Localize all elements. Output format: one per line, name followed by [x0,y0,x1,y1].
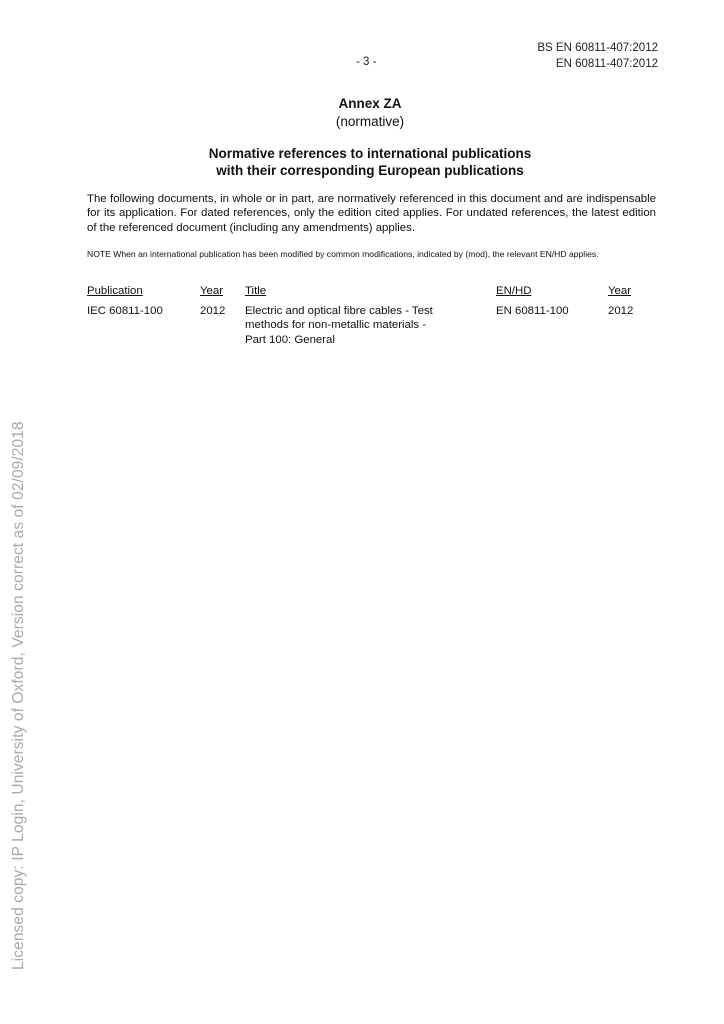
cell-title-line-1: Electric and optical fibre cables - Test [245,305,433,317]
cell-year: 2012 [200,305,226,317]
en-standard-number: EN 60811-407:2012 [555,58,658,70]
licensed-copy-watermark: Licensed copy: IP Login, University of Oxford, Version correct as of 02/09/2018 [10,421,27,970]
section-heading [0,145,724,179]
cell-title-line-3: Part 100: General [245,333,335,346]
page-number: - 3 - [356,56,377,68]
cell-title [245,304,475,347]
column-header-year: Year [200,285,224,297]
intro-paragraph: The following documents, in whole or in part, are normatively referenced in this document and are indispensable for its application. For dated references, only the edition cited applies. For undated references, the latest edition of the referenced document (including any amendments) applies. [87,193,656,234]
bs-standard-number: BS EN 60811-407:2012 [537,42,658,54]
annex-title: Annex ZA [338,96,402,111]
standard-reference-header [537,40,658,72]
cell-en-hd: EN 60811-100 [496,305,569,317]
column-header-en-hd: EN/HD [496,285,532,297]
cell-en-year: 2012 [608,305,634,317]
column-header-publication: Publication [87,285,143,297]
cell-title-line-2: methods for non-metallic materials - [245,319,427,332]
column-header-en-year: Year [608,285,632,297]
column-header-title: Title [245,285,267,297]
section-heading-line-2: with their corresponding European publications [216,163,524,178]
section-heading-line-1: Normative references to international publications [208,146,532,161]
annex-subtitle: (normative) [335,114,405,129]
cell-publication: IEC 60811-100 [87,305,163,317]
note-paragraph: NOTE When an international publication has been modified by common modifications, indicated by (mod), the relevant EN/HD applies. [87,249,599,259]
